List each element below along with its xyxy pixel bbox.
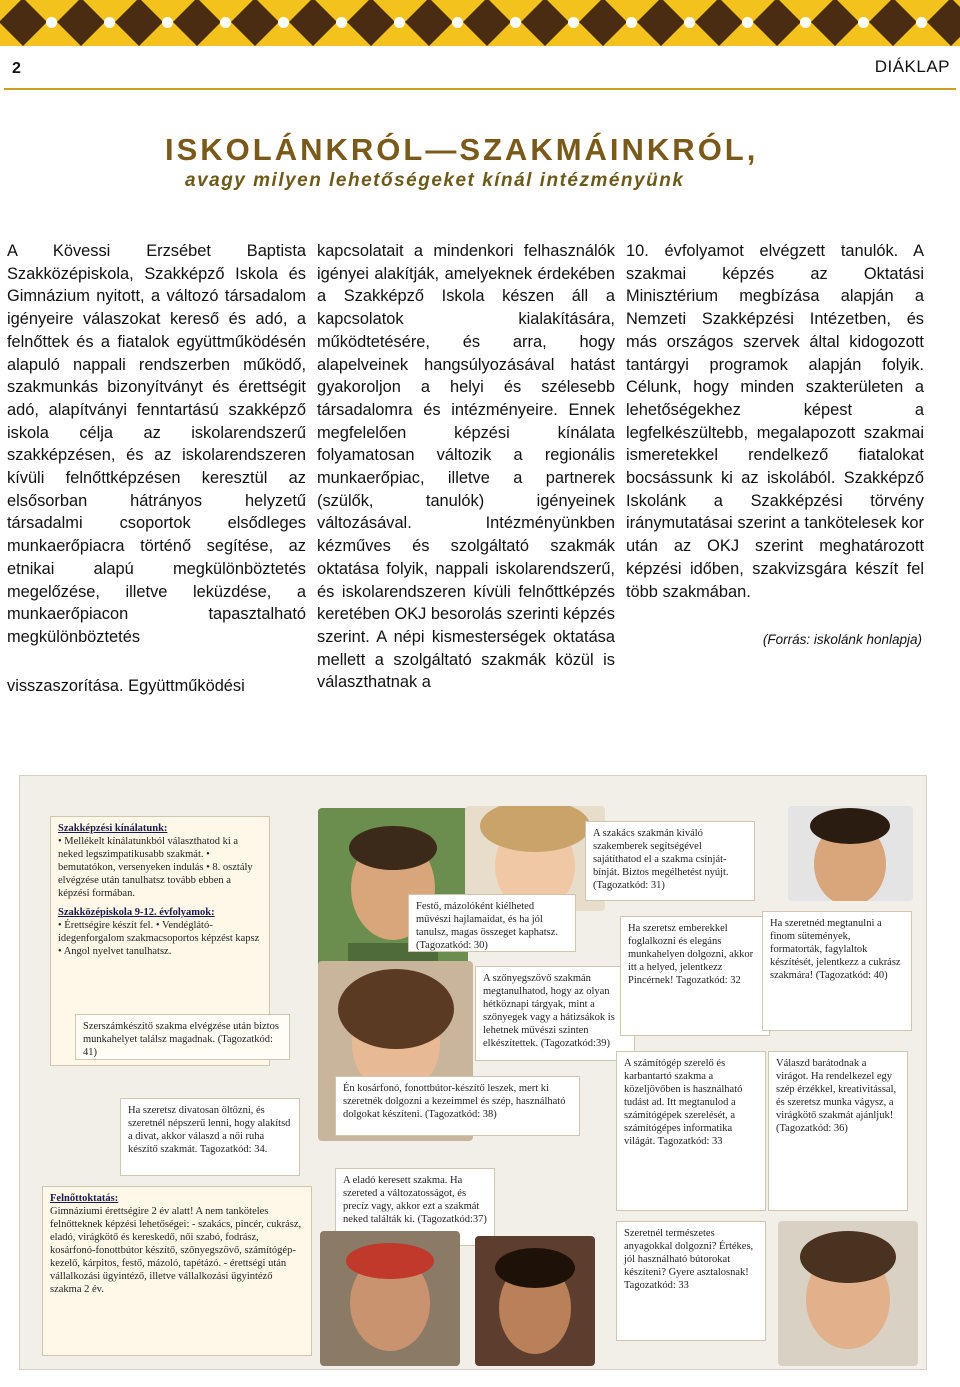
column-2-text: kapcsolatait a mindenkori felhasználók igényei alakítják, amelyeknek érdekében a Szakképző Iskola készen áll a kapcsolatok kialakítására, működtetésére, és arra, hogy alapelveinek hangsúlyozásával hatást gyakoroljon a helyi és szélesebb társadalomra és intézményeire. Ennek megfelelően képzési kínálata folyamatosan változik a regionális munkaerőpiac, illetve a partnerek (szülők, tanulók) igényeinek változásával. Intézményünkben kézműves és szolgáltató szakmák oktatása folyik, nappali iskolarendszerű, és iskolarendszeren kívüli felnőttképzés keretében OKJ besorolás szerinti képzés szerint. A népi kismesterségek oktatása mellett a szolgáltató szakmák közül is választhatnak a [317,242,615,692]
border-dot-ornament [220,17,231,28]
border-dot-ornament [46,17,57,28]
border-diamond-ornament [927,0,960,46]
panel-heading: Szakközépiskola 9-12. évfolyamok: [58,907,215,918]
border-diamond-ornament [869,0,917,46]
student-photo [320,1231,460,1366]
border-dot-ornament [104,17,115,28]
panel-adult-education [42,1186,312,1356]
border-dot-ornament [800,17,811,28]
panel-text: Ha szeretsz divatosan öltözni, és szeretnél népszerű lenni, hogy alakítsd a divat, akkor válaszd a női ruha készítő szakmát. Tagozatkód: 34. [128,1105,291,1155]
panel-text: Ha szeretnéd megtanulni a finom sütemények, formatorták, fagylaltok készítését, jelentkezz a cukrász szakmára! (Tagozatkód: 40) [770,918,901,981]
article-column-1 [7,240,306,697]
border-diamond-ornament [289,0,337,46]
student-photo [475,1236,595,1366]
panel-computer-technician [616,1051,766,1211]
panel-confectioner [762,911,912,1031]
panel-heading: Szakképzési kínálatunk: [58,823,168,834]
panel-basket-weaver [335,1076,580,1136]
panel-text: • Érettségire készít fel. • Vendéglátó-idegenforgalom szakmacsoportos képzést kapsz • Angol nyelvet tanulhatsz. [58,920,260,957]
decorative-top-band [0,0,960,46]
border-diamond-ornament [695,0,743,46]
border-dot-ornament [858,17,869,28]
student-photo [788,806,913,901]
source-note: (Forrás: iskolánk honlapja) [762,632,922,648]
column-1-text: A Kövessi Erzsébet Baptista Szakközépiskola, Szakképző Iskola és Gimnázium nyitott, a változó társadalom igényeire válaszokat kereső és adó, a felnőttek és a fiatalok együttműködésén alapuló nappali rendszerben működő, szakmunkás bizonyítványt és érettségit adó, alapítványi fenntartású szakképző iskola célja az iskolarendszerű szakképzésen, és az iskolarendszeren kívüli felnőttképzésen keresztül az elsősorban hátrányos helyzetű társadalmi csoportok elsődleges munkaerőpiacra történő segítése, az etnikai alapú megkülönböztetés megelőzése, illetve leküzdése, a munkaerőpiacon tapasztalható megkülönböztetés [7,242,306,646]
panel-toolmaker [75,1014,290,1060]
border-dot-ornament [336,17,347,28]
section-label: DIÁKLAP [874,57,950,76]
border-dot-ornament [684,17,695,28]
article-column-2 [317,240,615,694]
border-diamond-ornament [521,0,569,46]
panel-text: A szőnyegszövő szakmán megtanulhatod, hogy az olyan hétköznapi tárgyak, mint a szőnyegek vagy a hátizsákok is lehetnek művészi szinten elkészítettek. (Tagozatkód:39) [483,973,615,1049]
column-1-tail: visszaszorítása. Együttműködési [7,676,245,695]
panel-dressmaker [120,1098,300,1176]
header-divider [4,88,956,90]
border-diamond-ornament [115,0,163,46]
border-dot-ornament [278,17,289,28]
border-dot-ornament [626,17,637,28]
border-diamond-ornament [405,0,453,46]
panel-text: Ha szeretsz emberekkel foglalkozni és elegáns munkahelyen dolgozni, akkor itt a helyed, jelentkezz Pincérnek! Tagozatkód: 32 [628,923,754,986]
border-diamond-ornament [637,0,685,46]
border-diamond-ornament [811,0,859,46]
student-photo [778,1221,918,1366]
panel-text: A eladó keresett szakma. Ha szereted a változatosságot, és precíz vagy, akkor ezt a szakmát neked találták ki. (Tagozatkód:37) [343,1175,487,1225]
panel-text: Festő, mázolóként kiélheted művészi hajlamaidat, és ha jól tanulsz, magas összeget kaphatsz. (Tagozatkód: 30) [416,901,558,951]
panel-text: A számítógép szerelő és karbantartó szakma a közeljövőben is használható tudást ad. Itt megtanulod a számítógépek szerelését, a számítógépes informatika világát. Tagozatkód: 33 [624,1058,743,1147]
border-diamond-ornament [753,0,801,46]
panel-text: Szeretnél természetes anyagokkal dolgozni? Értékes, jól használható bútorokat készíteni? Gyere asztalosnak! Tagozatkód: 33 [624,1228,754,1291]
border-dot-ornament [742,17,753,28]
school-program-collage [19,775,927,1370]
panel-text: Szerszámkészítő szakma elvégzése után biztos munkahelyet találsz magadnak. (Tagozatkód: 41) [83,1021,279,1058]
border-diamond-ornament [0,0,47,46]
page-number: 2 [12,60,21,77]
panel-text: Én kosárfonó, fonottbútor-készítő leszek, mert ki szeretnék dolgozni a kezeimmel és szép, használható dolgokat készíteni. (Tagozatkód: 38) [343,1083,566,1120]
article-title: ISKOLÁNKRÓL—SZAKMÁINKRÓL, [165,132,759,167]
border-diamond-ornament [231,0,279,46]
panel-cook [585,821,755,901]
panel-waiter [620,916,770,1036]
border-dot-ornament [510,17,521,28]
panel-text: A szakács szakmán kiváló szakemberek segítségével sajátíthatod el a szakma csínját-bínját. Biztos megélhetést nyújt. (Tagozatkód: 31) [593,828,729,891]
panel-text: Válaszd barátodnak a virágot. Ha rendelkezel egy szép érzékkel, kreativitással, és szeretsz munka vágysz, a virágkötő szakmát ajánljuk! (Tagozatkód: 36) [776,1058,897,1134]
panel-painter [408,894,576,952]
panel-florist [768,1051,908,1211]
border-dot-ornament [162,17,173,28]
border-diamond-ornament [347,0,395,46]
border-diamond-ornament [57,0,105,46]
border-dot-ornament [916,17,927,28]
border-dot-ornament [394,17,405,28]
border-diamond-ornament [579,0,627,46]
column-3-text: 10. évfolyamot elvégzett tanulók. A szakmai képzés az Oktatási Minisztérium megbízása alapján a Nemzeti Szakképzési Intézetben, és más országos szervek által kidogozott tantárgyi programok alapján folyik. Célunk, hogy minden szakterületen a lehetőségekhez képest a legfelkészültebb, megalapozott szakmai ismeretekkel rendelkező fiatalokat bocsássunk ki az iskolából. Szakképző Iskolánk a Szakképzési törvény iránymutatásai szerint a tankötelesek kor után az OKJ szerint meghatározott képzési időben, szakvizsgára készít fel több szakmában. [626,242,924,601]
border-dot-ornament [452,17,463,28]
article-column-3 [626,240,924,652]
border-dot-ornament [568,17,579,28]
panel-heading: Felnőttoktatás: [50,1193,119,1204]
article-subtitle: avagy milyen lehetőségeket kínál intézményünk [185,170,685,191]
panel-carpenter [616,1221,766,1341]
border-diamond-ornament [173,0,221,46]
panel-carpet-weaver [475,966,635,1061]
border-diamond-ornament [463,0,511,46]
panel-text: Gimnáziumi érettségire 2 év alatt! A nem tanköteles felnőtteknek képzési lehetőségei: - szakács, pincér, cukrász, eladó, virágkötő és kereskedő, női szabó, fodrász, kosárfonó-fonottbútor készítő, szőnyegszövő, számítógép-kezelő, kárpitos, festő, mázoló, tapétázó. - érettségi után vállalkozási ügyintéző, illetve vállalkozási ügyintéző szakma 2 év. [50,1206,302,1295]
panel-text: • Mellékelt kínálatunkból választhatod ki a neked legszimpatikusabb szakmát. • bemutatókon, versenyeken indulás • 8. osztály elvégzése után tanulhatsz tovább ebben a képzési formában. [58,836,253,899]
